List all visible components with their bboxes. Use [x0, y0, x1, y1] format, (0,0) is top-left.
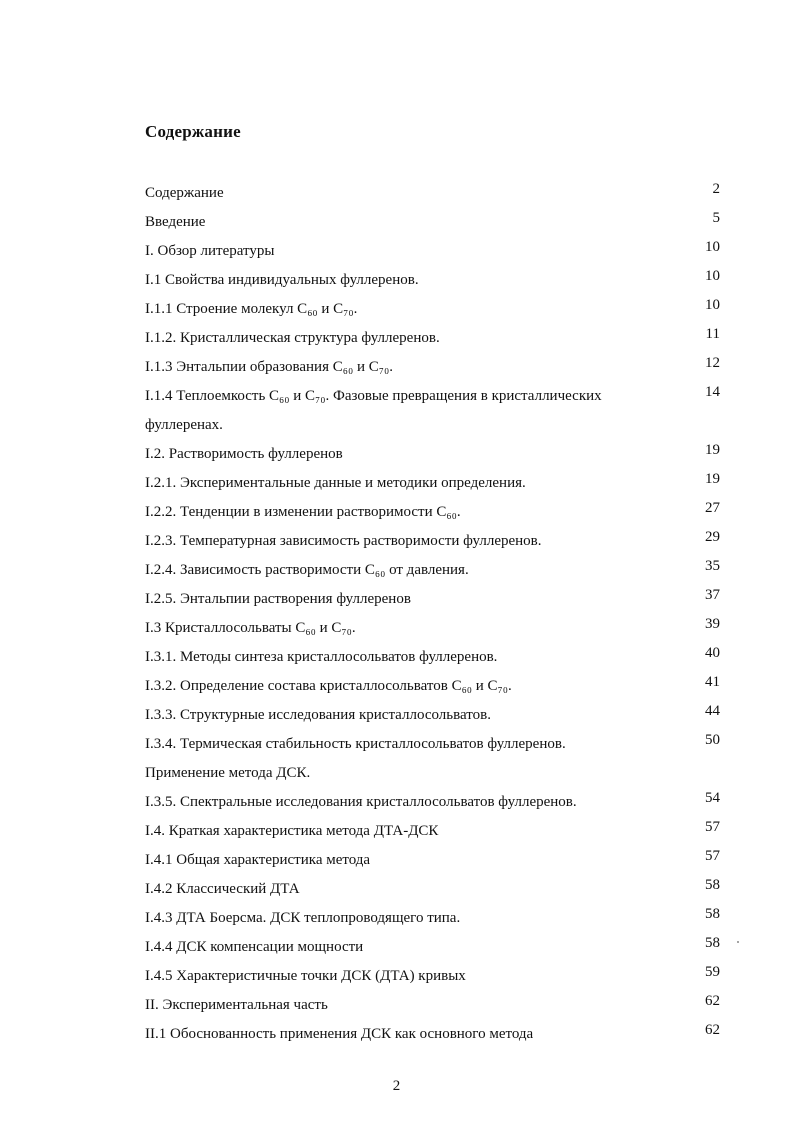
- toc-entry-title: I.4.2 Классический ДТА: [145, 881, 300, 897]
- page-number: 2: [392, 1078, 401, 1094]
- toc-entry-title: I.2.1. Экспериментальные данные и методики определения.: [145, 475, 526, 491]
- toc-entry: [145, 614, 725, 643]
- toc-entry: [145, 353, 725, 382]
- toc-entry-page: 10: [705, 239, 720, 255]
- toc-entry: [145, 440, 725, 469]
- toc-entry-page: 62: [705, 1022, 720, 1038]
- toc-entry: [145, 933, 725, 962]
- toc-entry-page: 27: [705, 500, 720, 516]
- toc-entry: [145, 498, 725, 527]
- toc-entry-page: 62: [705, 993, 720, 1009]
- toc-entry: [145, 324, 725, 353]
- toc-entry-page: 2: [712, 181, 720, 197]
- toc-entry-title: I. Обзор литературы: [145, 243, 275, 259]
- toc-entry-title: I.1.2. Кристаллическая структура фуллеренов.: [145, 330, 440, 346]
- toc-entry-title: I.4.1 Общая характеристика метода: [145, 852, 371, 868]
- toc-entry-page: 54: [705, 790, 720, 806]
- toc-entry-title: I.2.2. Тенденции в изменении растворимости C₆₀.: [145, 504, 461, 520]
- toc-entry: [145, 179, 725, 208]
- toc-entry: [145, 817, 725, 846]
- toc-entry-page: 50: [705, 732, 720, 748]
- toc-entry: [145, 991, 725, 1020]
- toc-entry: [145, 1020, 725, 1049]
- toc-entry: [145, 585, 725, 614]
- toc-entry-title: I.3.1. Методы синтеза кристаллосольватов фуллеренов.: [145, 649, 498, 665]
- toc-entry: [145, 208, 725, 237]
- toc-entry: [145, 556, 725, 585]
- toc-entry-page: 12: [705, 355, 720, 371]
- toc-entry-title: I.1.1 Строение молекул C₆₀ и C₇₀.: [145, 301, 358, 317]
- toc-entry-title: I.4.3 ДТА Боерсма. ДСК теплопроводящего типа.: [145, 910, 461, 926]
- toc-entry-page: 44: [705, 703, 720, 719]
- toc-entry-page: 58: [705, 877, 720, 893]
- toc-entry-page: 19: [705, 442, 720, 458]
- toc-entry: [145, 266, 725, 295]
- toc-entry-page: 41: [705, 674, 720, 690]
- toc-entry: [145, 846, 725, 875]
- toc-entry: [145, 701, 725, 730]
- toc-entry: [145, 672, 725, 701]
- toc-entry-page: 10: [705, 268, 720, 284]
- toc-entry-title: I.2. Растворимость фуллеренов: [145, 446, 343, 462]
- toc-entry: [145, 295, 725, 324]
- toc-entry-page: 58: [705, 906, 720, 922]
- toc-entry-page: 14: [705, 384, 720, 400]
- toc-entry: [145, 788, 725, 817]
- toc-entry-title: I.3.4. Термическая стабильность кристаллосольватов фуллеренов. Применение метода ДСК.: [145, 736, 566, 781]
- toc-entry-page: 58: [705, 935, 720, 951]
- toc-entry: [145, 527, 725, 556]
- toc-entry: [145, 962, 725, 991]
- toc-entry-page: 37: [705, 587, 720, 603]
- toc-entry: [145, 469, 725, 498]
- toc-entry: [145, 730, 725, 788]
- toc-entry-title: I.3.3. Структурные исследования кристаллосольватов.: [145, 707, 491, 723]
- table-of-contents: [145, 179, 725, 1049]
- toc-entry-title: I.3.5. Спектральные исследования кристаллосольватов фуллеренов.: [145, 794, 577, 810]
- toc-entry-title: I.2.3. Температурная зависимость растворимости фуллеренов.: [145, 533, 542, 549]
- toc-entry: [145, 904, 725, 933]
- toc-entry-title: I.4.4 ДСК компенсации мощности: [145, 939, 364, 955]
- toc-entry-title: I.3 Кристаллосольваты C₆₀ и C₇₀.: [145, 620, 356, 636]
- toc-entry-title: I.3.2. Определение состава кристаллосольватов C₆₀ и C₇₀.: [145, 678, 512, 694]
- toc-entry-page: 11: [705, 326, 720, 342]
- toc-entry-page: 35: [705, 558, 720, 574]
- toc-entry-page: 19: [705, 471, 720, 487]
- toc-entry-page: 59: [705, 964, 720, 980]
- toc-entry-title: Содержание: [145, 185, 224, 201]
- toc-entry-title: I.4. Краткая характеристика метода ДТА-ДСК: [145, 823, 439, 839]
- toc-entry: [145, 643, 725, 672]
- toc-entry-title: Введение: [145, 214, 206, 230]
- toc-entry-title: I.2.5. Энтальпии растворения фуллеренов: [145, 591, 411, 607]
- page-title: Содержание: [145, 122, 241, 141]
- toc-entry-page: 57: [705, 819, 720, 835]
- toc-entry-page: 10: [705, 297, 720, 313]
- toc-entry: [145, 237, 725, 266]
- toc-entry-page: 40: [705, 645, 720, 661]
- toc-entry-page: 39: [705, 616, 720, 632]
- toc-entry-page: 57: [705, 848, 720, 864]
- toc-entry-page: 29: [705, 529, 720, 545]
- toc-entry-title: II.1 Обоснованность применения ДСК как основного метода: [145, 1026, 534, 1042]
- toc-entry-title: I.1.4 Теплоемкость C₆₀ и C₇₀. Фазовые превращения в кристаллических фуллеренах.: [145, 388, 602, 433]
- scan-speck: [737, 941, 739, 943]
- toc-entry: [145, 875, 725, 904]
- toc-entry-title: I.2.4. Зависимость растворимости C₆₀ от давления.: [145, 562, 469, 578]
- toc-entry-title: II. Экспериментальная часть: [145, 997, 328, 1013]
- toc-entry-title: I.1 Свойства индивидуальных фуллеренов.: [145, 272, 419, 288]
- toc-entry-title: I.4.5 Характеристичные точки ДСК (ДТА) кривых: [145, 968, 466, 984]
- toc-entry-title: I.1.3 Энтальпии образования C₆₀ и C₇₀.: [145, 359, 393, 375]
- toc-entry-page: 5: [712, 210, 720, 226]
- toc-entry: [145, 382, 725, 440]
